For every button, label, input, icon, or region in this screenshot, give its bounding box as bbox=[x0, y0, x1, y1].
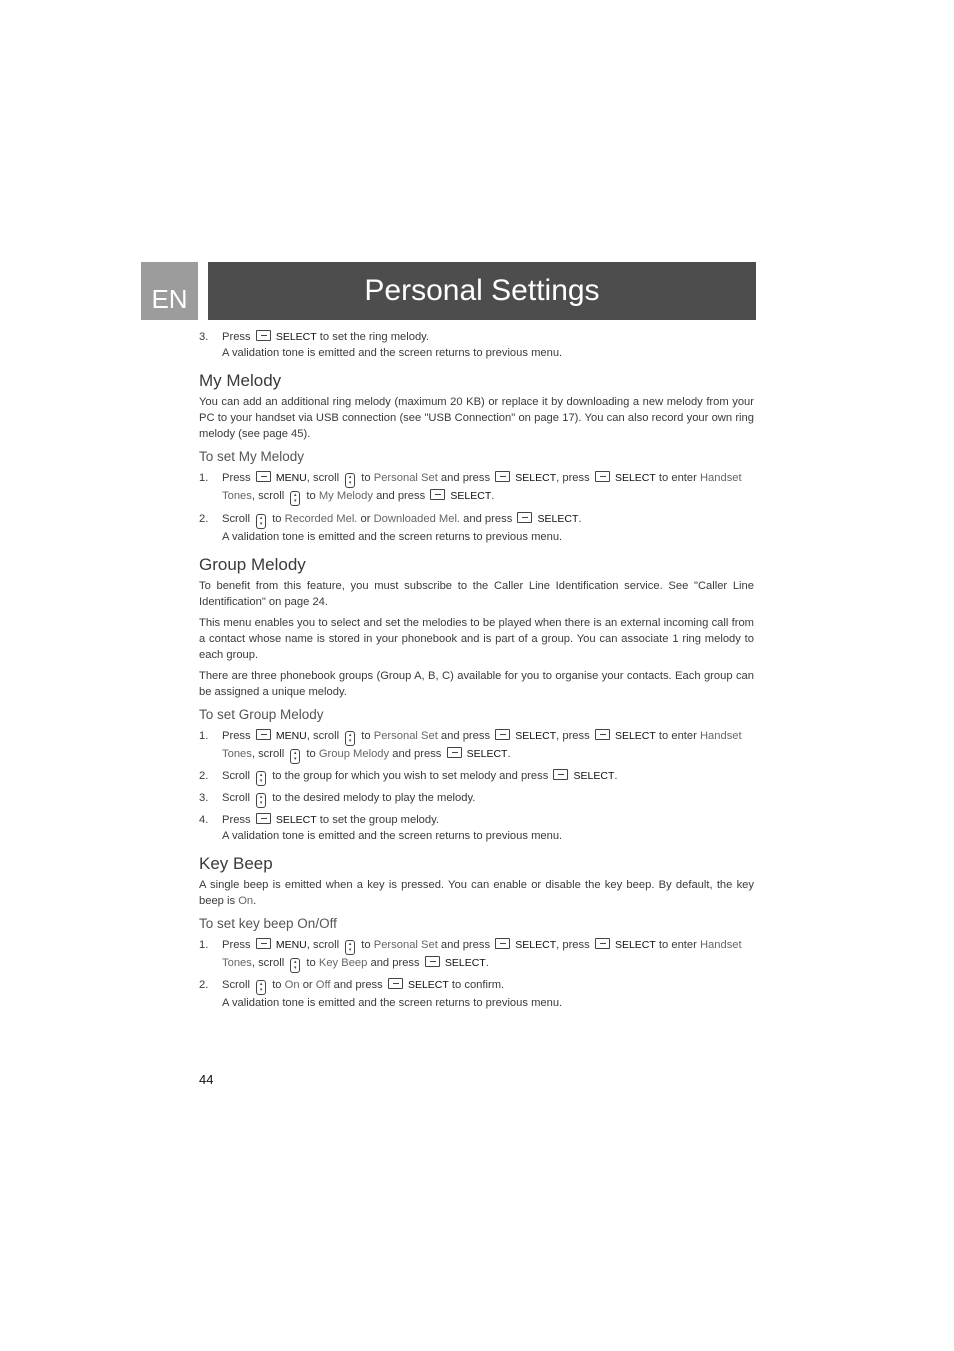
menu-key-label: MENU bbox=[275, 472, 307, 484]
option-recorded-mel: Recorded Mel. bbox=[284, 513, 358, 525]
nav-key-icon: ▴ ▾ bbox=[256, 514, 266, 529]
text: and press bbox=[376, 490, 426, 502]
menu-item-handset-tones: Handset Tones bbox=[222, 730, 742, 760]
text: , bbox=[306, 730, 310, 742]
select-key-label: SELECT bbox=[537, 513, 579, 525]
key-beep-step-1 bbox=[199, 937, 754, 973]
text: to bbox=[361, 939, 371, 951]
text: to bbox=[306, 957, 316, 969]
section-heading-my-melody: My Melody bbox=[199, 371, 282, 390]
softkey-icon bbox=[256, 729, 271, 740]
text: to the desired melody to play the melody. bbox=[272, 792, 476, 804]
text: to enter bbox=[658, 939, 697, 951]
step-number: 4. bbox=[199, 814, 209, 826]
text: , bbox=[306, 472, 310, 484]
text: Scroll bbox=[222, 792, 250, 804]
page-number: 44 bbox=[199, 1072, 214, 1087]
nav-key-icon: ▴ ▾ bbox=[345, 940, 355, 955]
text: . bbox=[253, 895, 257, 907]
step-number: 2. bbox=[199, 979, 209, 991]
language-label: EN bbox=[151, 283, 188, 314]
softkey-icon bbox=[595, 938, 610, 949]
softkey-icon bbox=[430, 489, 445, 500]
text: and press bbox=[440, 472, 491, 484]
key-beep-step-2 bbox=[199, 977, 754, 995]
text: to enter bbox=[658, 730, 697, 742]
menu-item-personal-set: Personal Set bbox=[373, 472, 438, 484]
text: Press bbox=[222, 472, 251, 484]
validation-note: A validation tone is emitted and the screen returns to previous menu. bbox=[222, 531, 563, 543]
text: to enter bbox=[658, 472, 697, 484]
step-number: 2. bbox=[199, 770, 209, 782]
group-melody-step-4 bbox=[199, 812, 754, 828]
text: and press bbox=[392, 748, 442, 760]
text: , bbox=[556, 939, 560, 951]
my-melody-body: You can add an additional ring melody (maximum 20 KB) or replace it by downloading a new melody from your PC to your handset via USB connection (see "USB Connection" on page 17). You can also record your own ring melody (see page 45). bbox=[199, 396, 754, 440]
menu-key-label: MENU bbox=[275, 730, 307, 742]
text: press bbox=[562, 939, 590, 951]
language-tab bbox=[141, 262, 198, 320]
select-key-label: SELECT bbox=[515, 730, 557, 742]
select-key-label: SELECT bbox=[275, 814, 317, 826]
select-key-label: SELECT bbox=[614, 730, 656, 742]
select-key-label: SELECT bbox=[450, 490, 492, 502]
text: press bbox=[562, 730, 590, 742]
menu-item-personal-set: Personal Set bbox=[373, 730, 438, 742]
text: to set the group melody. bbox=[319, 814, 439, 826]
group-melody-p1: To benefit from this feature, you must subscribe to the Caller Line Identification service. See "Caller Line Identification" on page 24. bbox=[199, 580, 754, 608]
softkey-icon bbox=[495, 471, 510, 482]
text: Press bbox=[222, 814, 251, 826]
step-number: 2. bbox=[199, 513, 209, 525]
text: , bbox=[306, 939, 310, 951]
text: to bbox=[361, 730, 371, 742]
softkey-icon bbox=[553, 769, 568, 780]
text: Scroll bbox=[222, 513, 250, 525]
section-heading-group-melody: Group Melody bbox=[199, 555, 306, 574]
my-melody-step-1 bbox=[199, 470, 754, 506]
select-key-label: SELECT bbox=[614, 472, 656, 484]
softkey-icon bbox=[256, 330, 271, 341]
menu-item-handset-tones: Handset Tones bbox=[222, 472, 742, 502]
softkey-icon bbox=[495, 938, 510, 949]
text: and press bbox=[440, 730, 491, 742]
text: , bbox=[251, 490, 255, 502]
text: Press bbox=[222, 730, 251, 742]
text: to the group for which you wish to set melody and press bbox=[272, 770, 549, 782]
text: , bbox=[556, 472, 560, 484]
option-downloaded-mel: Downloaded Mel. bbox=[373, 513, 461, 525]
step-number: 1. bbox=[199, 730, 209, 742]
select-key-label: SELECT bbox=[515, 472, 557, 484]
text: to set the ring melody. bbox=[319, 331, 430, 343]
subheading-set-my-melody: To set My Melody bbox=[199, 449, 305, 464]
nav-key-icon: ▴ ▾ bbox=[256, 771, 266, 786]
text: scroll bbox=[258, 957, 285, 969]
text: Press bbox=[222, 331, 251, 343]
softkey-icon bbox=[256, 938, 271, 949]
text: or bbox=[360, 513, 371, 525]
softkey-icon bbox=[256, 813, 271, 824]
nav-key-icon: ▴ ▾ bbox=[345, 731, 355, 746]
step-number: 1. bbox=[199, 472, 209, 484]
select-key-label: SELECT bbox=[573, 770, 615, 782]
text: and press bbox=[333, 979, 383, 991]
intro-step-3 bbox=[199, 329, 754, 345]
subheading-set-key-beep: To set key beep On/Off bbox=[199, 916, 337, 931]
page-title-bar bbox=[208, 262, 756, 320]
menu-item-group-melody: Group Melody bbox=[318, 748, 390, 760]
text: and press bbox=[463, 513, 513, 525]
nav-key-icon: ▴ ▾ bbox=[290, 958, 300, 973]
softkey-icon bbox=[595, 729, 610, 740]
softkey-icon bbox=[425, 956, 440, 967]
option-on: On bbox=[284, 979, 300, 991]
nav-key-icon: ▴ ▾ bbox=[290, 491, 300, 506]
softkey-icon bbox=[388, 978, 403, 989]
text: Scroll bbox=[222, 979, 250, 991]
step-number: 3. bbox=[199, 792, 209, 804]
text: . bbox=[578, 513, 582, 525]
menu-item-key-beep: Key Beep bbox=[318, 957, 368, 969]
text: scroll bbox=[312, 730, 340, 742]
text: A single beep is emitted when a key is pressed. You can enable or disable the key beep. By default, the key beep is bbox=[199, 879, 754, 907]
text: . bbox=[491, 490, 495, 502]
key-beep-body bbox=[199, 877, 754, 909]
text: to bbox=[361, 472, 371, 484]
my-melody-step-2 bbox=[199, 511, 754, 529]
softkey-icon bbox=[447, 747, 462, 758]
text: to bbox=[306, 490, 316, 502]
group-melody-step-3 bbox=[199, 790, 754, 808]
nav-key-icon: ▴ ▾ bbox=[256, 793, 266, 808]
nav-key-icon: ▴ ▾ bbox=[256, 980, 266, 995]
text: , bbox=[251, 957, 255, 969]
menu-item-personal-set: Personal Set bbox=[373, 939, 438, 951]
menu-item-handset-tones: Handset Tones bbox=[222, 939, 742, 969]
select-key-label: SELECT bbox=[614, 939, 656, 951]
select-key-label: SELECT bbox=[275, 331, 317, 343]
subheading-set-group-melody: To set Group Melody bbox=[199, 707, 324, 722]
text: , bbox=[556, 730, 560, 742]
select-key-label: SELECT bbox=[515, 939, 557, 951]
text: Scroll bbox=[222, 770, 250, 782]
group-melody-p3: There are three phonebook groups (Group A, B, C) available for you to organise your contacts. Each group can be assigned a unique melody. bbox=[199, 670, 754, 698]
softkey-icon bbox=[495, 729, 510, 740]
group-melody-step-2 bbox=[199, 768, 754, 786]
text: . bbox=[485, 957, 489, 969]
text: press bbox=[562, 472, 590, 484]
step-number: 1. bbox=[199, 939, 209, 951]
menu-item-my-melody: My Melody bbox=[318, 490, 373, 502]
validation-note: A validation tone is emitted and the screen returns to previous menu. bbox=[222, 830, 563, 842]
validation-note: A validation tone is emitted and the screen returns to previous menu. bbox=[222, 997, 563, 1009]
nav-key-icon: ▴ ▾ bbox=[290, 749, 300, 764]
text: Press bbox=[222, 939, 251, 951]
text: to bbox=[272, 979, 282, 991]
select-key-label: SELECT bbox=[444, 957, 486, 969]
text: to confirm. bbox=[451, 979, 505, 991]
nav-key-icon: ▴ ▾ bbox=[345, 473, 355, 488]
text: and press bbox=[440, 939, 491, 951]
select-key-label: SELECT bbox=[407, 979, 449, 991]
text: to bbox=[272, 513, 282, 525]
menu-key-label: MENU bbox=[275, 939, 307, 951]
text: . bbox=[507, 748, 511, 760]
text: scroll bbox=[312, 472, 340, 484]
option-off: Off bbox=[315, 979, 331, 991]
section-heading-key-beep: Key Beep bbox=[199, 854, 273, 873]
text: to bbox=[306, 748, 316, 760]
text: and press bbox=[370, 957, 420, 969]
text: scroll bbox=[258, 490, 285, 502]
default-value: On bbox=[238, 895, 254, 907]
select-key-label: SELECT bbox=[466, 748, 508, 760]
validation-note: A validation tone is emitted and the screen returns to previous menu. bbox=[222, 347, 563, 359]
text: scroll bbox=[312, 939, 340, 951]
group-melody-p2: This menu enables you to select and set the melodies to be played when there is an external incoming call from a contact whose name is stored in your phonebook and is part of a group. You can associate 1 ring melody to each group. bbox=[199, 617, 754, 661]
softkey-icon bbox=[517, 512, 532, 523]
page-title: Personal Settings bbox=[364, 274, 600, 307]
group-melody-step-1 bbox=[199, 728, 754, 764]
softkey-icon bbox=[595, 471, 610, 482]
text: . bbox=[614, 770, 618, 782]
step-number: 3. bbox=[199, 331, 209, 343]
text: or bbox=[302, 979, 313, 991]
main-content bbox=[199, 329, 754, 1011]
text: , bbox=[251, 748, 255, 760]
softkey-icon bbox=[256, 471, 271, 482]
text: scroll bbox=[258, 748, 285, 760]
